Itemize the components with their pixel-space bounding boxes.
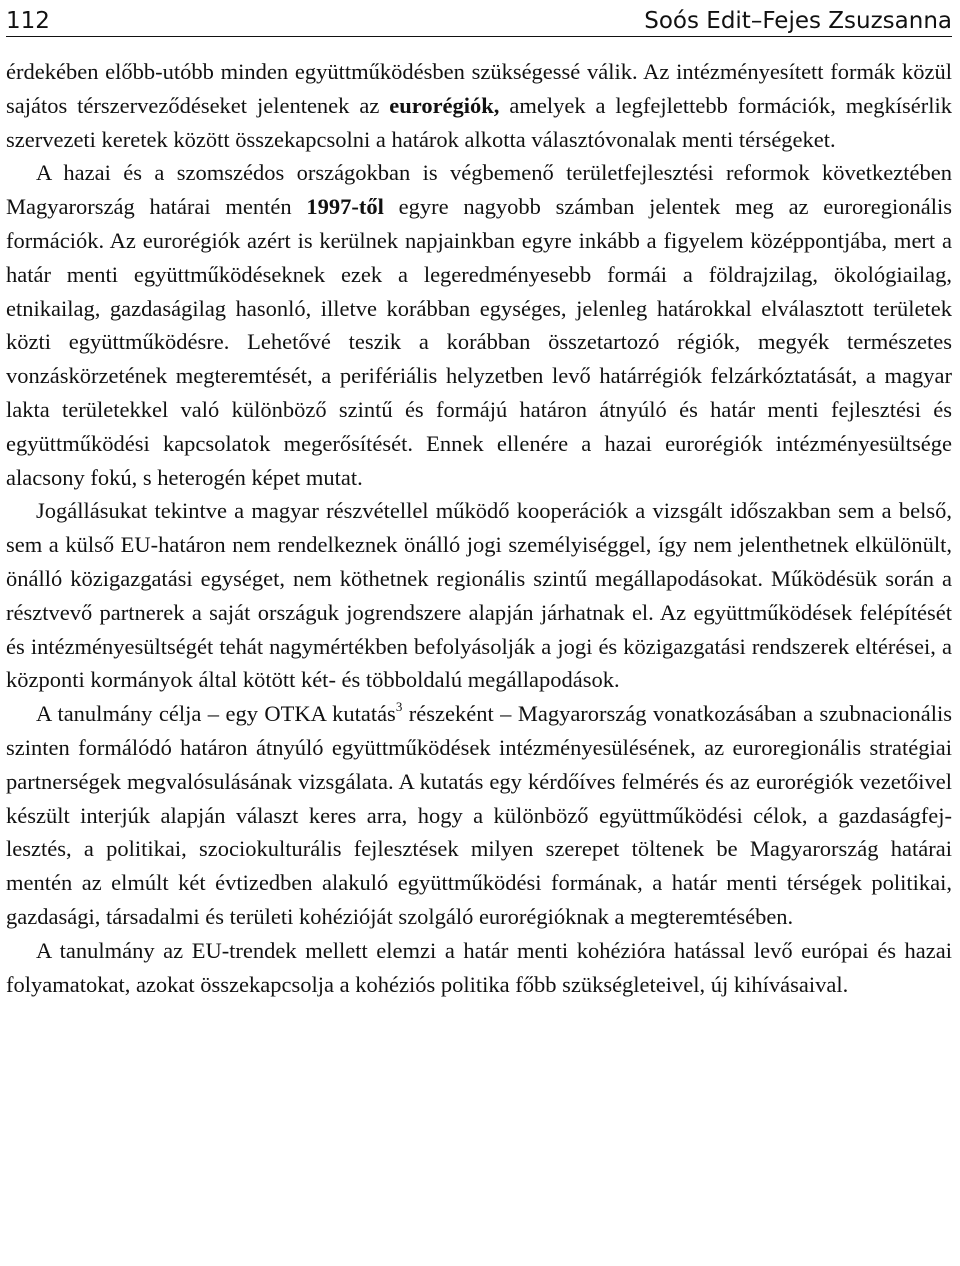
paragraph	[6, 697, 952, 934]
running-header	[6, 0, 952, 34]
page-number: 112	[6, 8, 50, 34]
running-author: Soós Edit–Fejes Zsuzsanna	[644, 8, 952, 34]
text-run: Jogállásukat tekintve a magyar részvétellel működő kooperációk a vizsgált időszakban sem a belső, sem a külső EU-határon nem rendelkeznek önálló jogi személyiséggel, így nem jelenthetnek elkülönült, önálló közigazgatási egységet, nem köthetnek regionális szintű megállapodásokat. Működésük során a résztvevő partnerek a saját országuk jogrendszere alapján járhatnak el. Az együttműködések felépítését és intézményesültségét tehát nagymértékben befolyásolják a jogi és közigazgatási rendszerek eltérései, a központi kormányok által kötött két- és többoldalú megállapodások.	[6, 498, 952, 693]
header-rule	[6, 36, 952, 37]
text-run: egyre nagyobb számban jelentek meg az euroregionális formációk. Az eurorégiók azért is kerülnek napjainkban egyre inkább a figyelem középpontjába, mert a határ menti együttműködéseknek ezek a legeredményesebb formái a földrajzilag, ökológiailag, etnikailag, gazdaságilag hasonló, illetve korábban egységes, jelenleg határokkal elválasztott területek közti együttműködésre. Lehetővé teszik a korábban összetartozó régiók, megyék természetes vonzáskörzetének megteremtését, a perifériális helyzetben levő határrégiók felzárkóztatását, a magyar lakta területekkel való különböző szintű és formájú határon átnyúló és határ menti fejlesztési és együttműködési kapcsolatok megerősítését. Ennek ellenére a hazai eurorégiók intézményesültsége alacsony fokú, s heterogén képet mutat.	[6, 194, 952, 490]
text-run: részeként – Magyarország vonatkozásában a szubnacionális szinten formálódó határon átnyúló együttműködések intézményesülésének, az euroregionális stratégiai partnerségek megvalósulásának vizsgálata. A kutatás egy kérdőíves felmérés és az eurorégiók vezetőivel készült interjúk alapján választ keres arra, hogy a különböző együttműködési célok, a gazdaságfejlesztés, a politikai, szociokulturális fejlesztések milyen szerepet töltenek be Magyarország határai mentén az elmúlt két évtizedben alakuló együttműködési formának, a határ menti térségek politikai, gazdasági, társadalmi és területi kohézióját szolgáló eurorégióknak a megteremtésében.	[6, 701, 952, 929]
text-run: érdekében előbb-utóbb minden együttműködésben szükségessé válik. Az intézményesített formák közül sajátos térszerveződéseket jelentenek az	[6, 59, 952, 118]
paragraph	[6, 934, 952, 1002]
body-text	[6, 55, 952, 1001]
footnote-marker: 3	[395, 699, 403, 715]
paragraph	[6, 156, 952, 494]
paragraph	[6, 494, 952, 697]
text-run: A tanulmány célja – egy OTKA kutatás	[36, 701, 396, 727]
text-run: A hazai és a szomszédos országokban is végbemenő területfejlesztési reformok következtében Magyarország határai mentén	[6, 160, 952, 220]
paragraph	[6, 55, 952, 156]
text-run: A tanulmány az EU-trendek mellett elemzi a határ menti kohézióra hatással levő európai és hazai folyamatokat, azokat összekapcsolja a kohéziós politika főbb szükségleteivel, új kihívásaival.	[6, 937, 952, 997]
bold-term: 1997-től	[306, 194, 384, 220]
bold-term: eurorégiók,	[389, 92, 500, 118]
text-run: amelyek a legfejlettebb formációk, megkísérlik szervezeti keretek között összekapcsolni a határok alkotta választóvonalak menti térségeket.	[6, 92, 952, 152]
